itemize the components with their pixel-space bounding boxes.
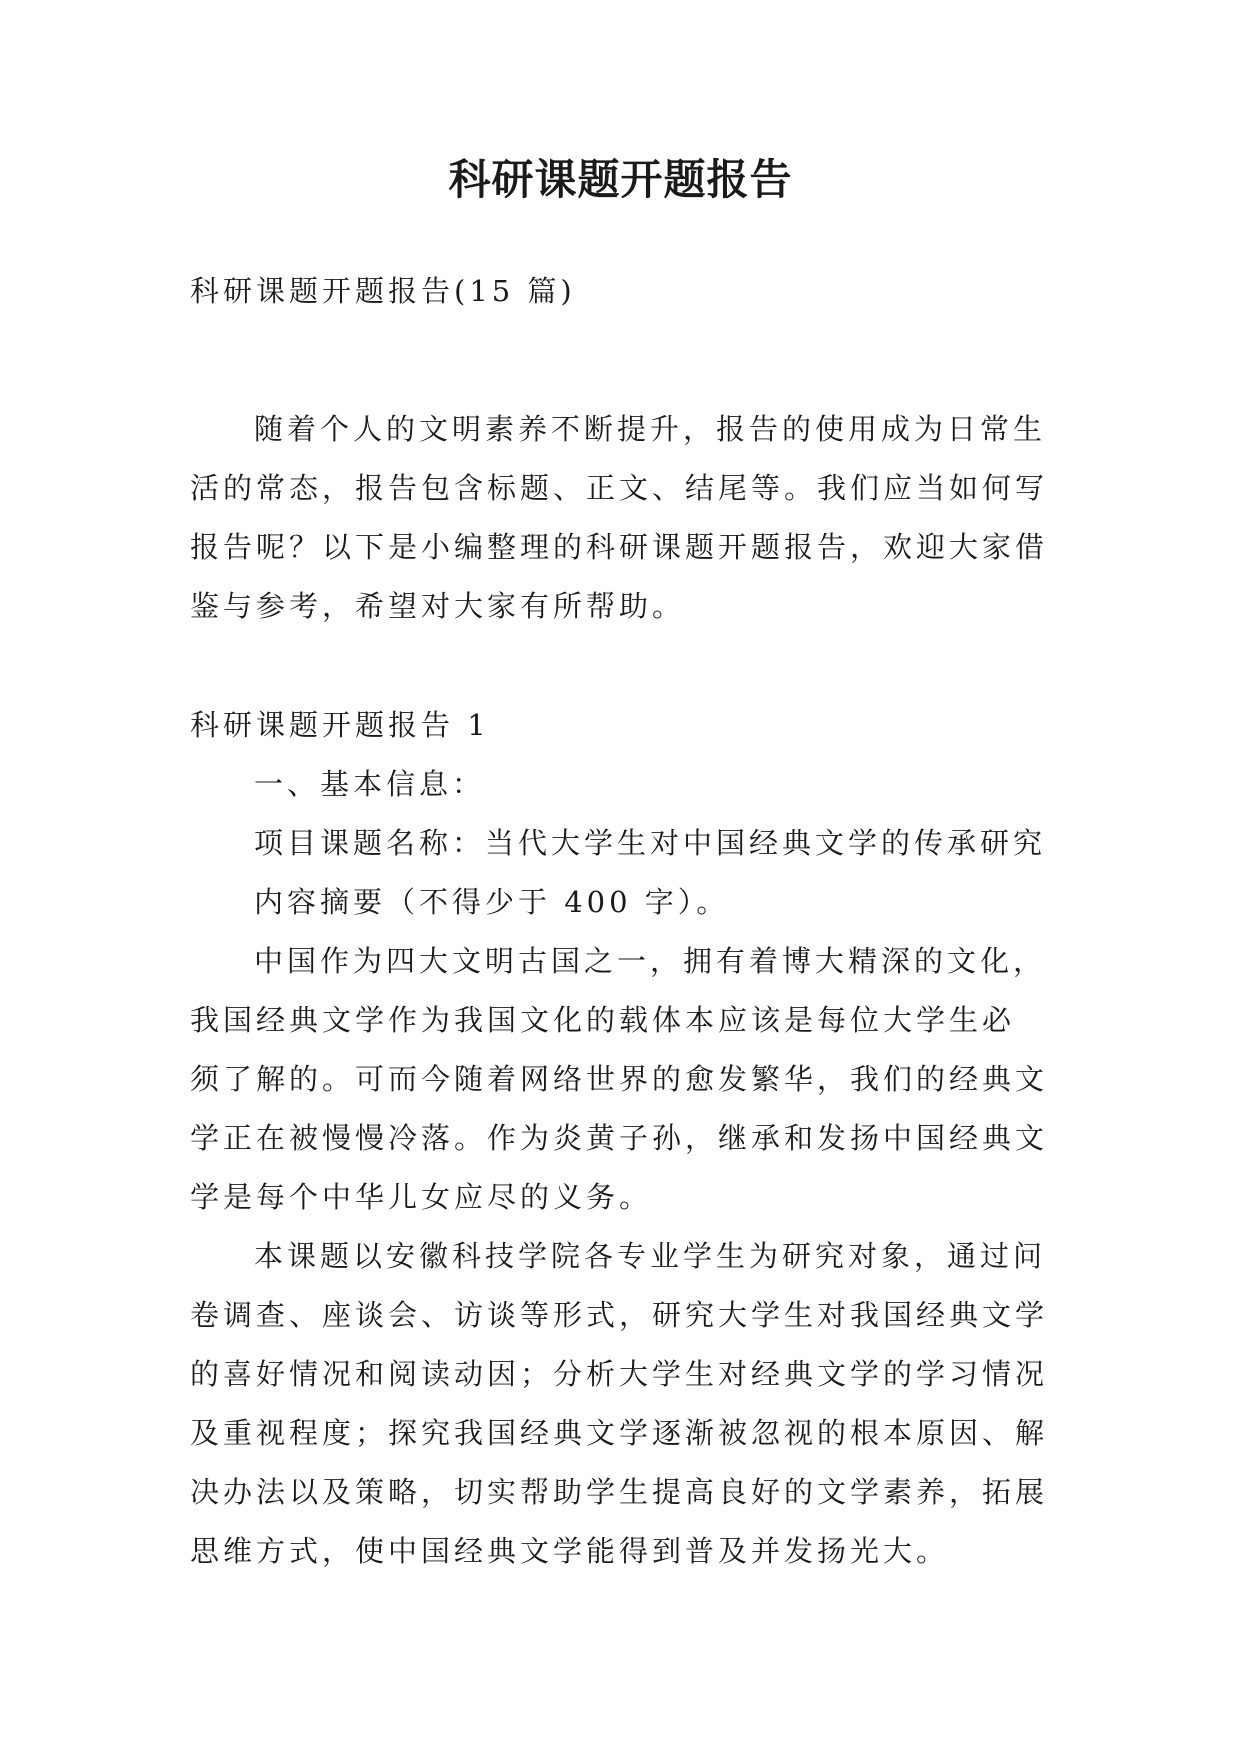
paragraph2-line: 的喜好情况和阅读动因；分析大学生对经典文学的学习情况 bbox=[190, 1357, 1049, 1391]
paragraph2-line: 决办法以及策略，切实帮助学生提高良好的文学素养，拓展 bbox=[190, 1475, 1049, 1509]
paragraph1-line: 须了解的。可而今随着网络世界的愈发繁华，我们的经典文 bbox=[190, 1062, 1049, 1096]
document-subtitle bbox=[190, 262, 1060, 321]
paragraph1-line: 我国经典文学作为我国文化的载体本应该是每位大学生必 bbox=[190, 1003, 1016, 1037]
intro-line: 报告呢？以下是小编整理的科研课题开题报告，欢迎大家借 bbox=[190, 530, 1049, 564]
section-heading: 科研课题开题报告 1 bbox=[190, 708, 490, 742]
paragraph1-line: 学正在被慢慢冷落。作为炎黄子孙，继承和发扬中国经典文 bbox=[190, 1121, 1049, 1155]
paragraph2-line: 本课题以安徽科技学院各专业学生为研究对象，通过问 bbox=[254, 1239, 1047, 1273]
intro-line: 随着个人的文明素养不断提升，报告的使用成为日常生 bbox=[254, 412, 1047, 446]
paragraph1-line: 学是每个中华儿女应尽的义务。 bbox=[190, 1180, 653, 1214]
section-block bbox=[190, 696, 1060, 1581]
document-title: 科研课题开题报告 bbox=[448, 155, 793, 204]
intro-line: 活的常态，报告包含标题、正文、结尾等。我们应当如何写 bbox=[190, 471, 1049, 505]
paragraph2-line: 及重视程度；探究我国经典文学逐渐被忽视的根本原因、解 bbox=[190, 1416, 1049, 1450]
paragraph1-line: 中国作为四大文明古国之一，拥有着博大精深的文化， bbox=[254, 944, 1047, 978]
subtitle-text: 科研课题开题报告(15 篇) bbox=[190, 274, 576, 308]
summary-label: 内容摘要（不得少于 400 字）。 bbox=[254, 885, 730, 919]
intro-line: 鉴与参考，希望对大家有所帮助。 bbox=[190, 589, 686, 623]
basic-info-heading: 一、基本信息： bbox=[254, 767, 486, 801]
paragraph2-line: 卷调查、座谈会、访谈等形式，研究大学生对我国经典文学 bbox=[190, 1298, 1049, 1332]
intro-paragraph bbox=[190, 400, 1060, 636]
paragraph2-line: 思维方式，使中国经典文学能得到普及并发扬光大。 bbox=[190, 1534, 950, 1568]
project-name: 项目课题名称：当代大学生对中国经典文学的传承研究 bbox=[254, 826, 1047, 860]
